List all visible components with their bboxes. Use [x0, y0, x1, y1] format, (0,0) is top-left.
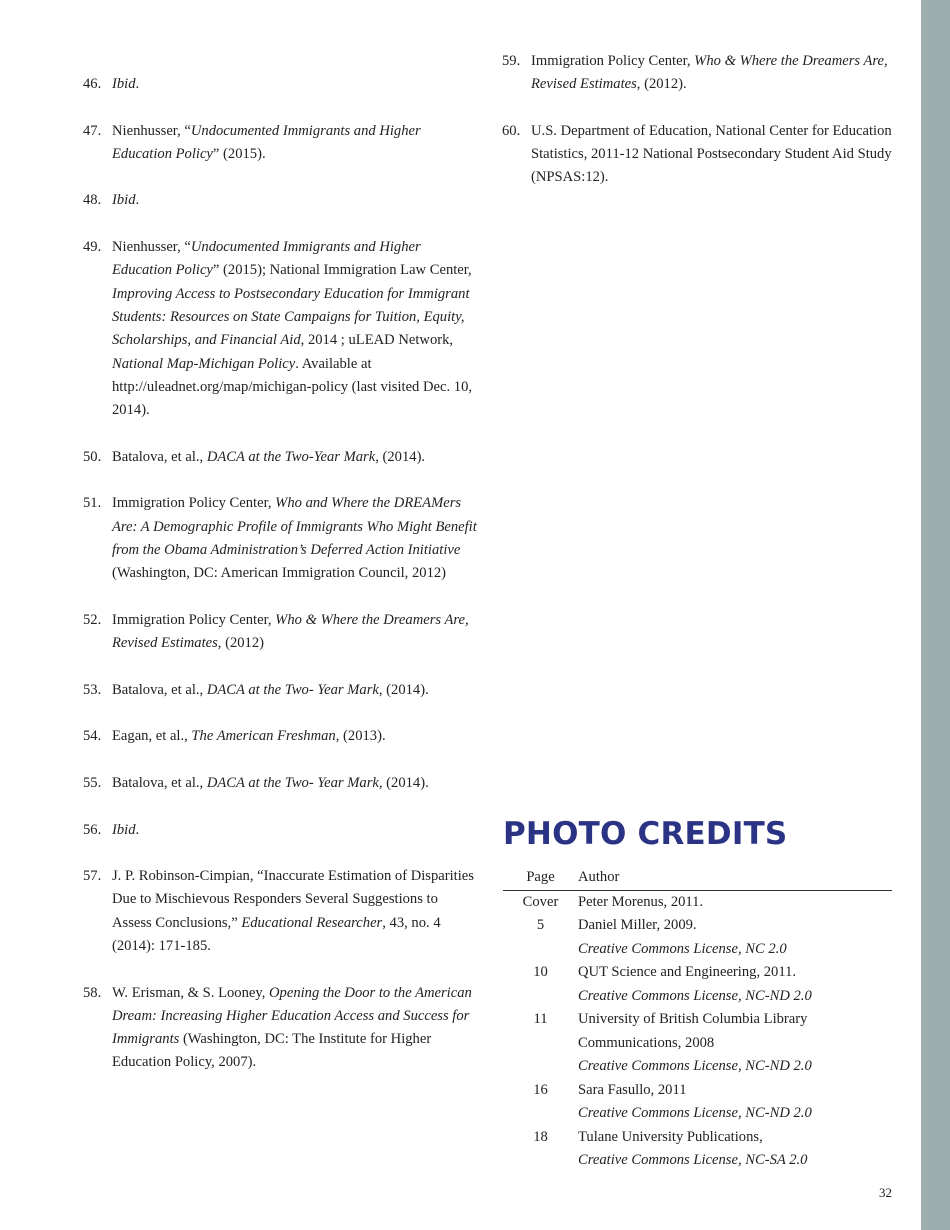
endnote-number: 47.	[83, 122, 102, 139]
credit-author: QUT Science and Engineering, 2011.	[578, 964, 797, 980]
credit-license: Creative Commons License, NC-ND 2.0	[578, 987, 812, 1004]
endnote-italic-segment: Educational Researcher	[241, 914, 383, 931]
credit-page: 16	[533, 1081, 548, 1098]
endnote-item	[83, 189, 478, 212]
endnote-italic-segment: Ibid	[112, 76, 136, 92]
endnote-segment: , (2014).	[375, 448, 426, 465]
endnote-item	[83, 236, 478, 422]
endnote-segment: , (2013).	[335, 728, 386, 745]
credit-page: 5	[536, 917, 545, 933]
endnote-text	[112, 189, 478, 212]
endnote-italic-segment: DACA at the Two- Year Mark	[206, 681, 379, 698]
endnote-segment: Eagan, et al.,	[112, 728, 192, 745]
endnote-text	[112, 982, 478, 1075]
endnote-segment: Nienhusser, “	[112, 122, 191, 139]
endnote-number: 52.	[83, 611, 102, 628]
endnote-segment: J. P. Robinson-Cimpian, “Inaccurate Estimation of Disparities Due to Mischievous Responders Several Suggestions to Assess Conclusions,”	[112, 868, 474, 931]
endnote-number: 56.	[83, 821, 102, 838]
photo-credit-row	[503, 961, 892, 1008]
endnote-segment: , (2012).	[636, 76, 687, 93]
endnote-italic-segment: Who & Where the Dreamers Are, Revised Estimates	[531, 53, 888, 93]
endnote-number: 60.	[502, 122, 521, 139]
endnote-segment: Nienhusser, “	[112, 239, 191, 256]
endnote-item	[502, 50, 897, 97]
photo-credit-row	[503, 914, 892, 961]
photo-credits-title: PHOTO CREDITS	[503, 816, 788, 852]
credit-author: University of British Columbia Library Communications, 2008	[578, 1011, 808, 1051]
endnote-text	[112, 725, 478, 748]
endnote-segment: Batalova, et al.,	[112, 448, 207, 465]
endnote-segment: .	[135, 192, 140, 209]
endnote-segment: U.S. Department of Education, National Center for Education Statistics, 2011-12 National Postsecondary Student Aid Study (NPSAS:12).	[531, 122, 892, 186]
endnote-text	[112, 865, 478, 958]
endnote-item	[83, 819, 478, 842]
endnote-item	[83, 772, 478, 795]
endnote-item	[83, 982, 478, 1075]
photo-credits-header-row	[503, 866, 892, 890]
endnote-item	[83, 446, 478, 469]
endnote-number: 46.	[83, 76, 102, 92]
photo-credit-row	[503, 1079, 892, 1126]
endnotes-left-column	[83, 73, 478, 1098]
endnote-item	[83, 120, 478, 167]
credit-page: 18	[533, 1128, 548, 1145]
photo-credit-row	[503, 890, 892, 914]
credit-license: Creative Commons License, NC-ND 2.0	[578, 1105, 812, 1121]
endnote-text	[112, 819, 478, 842]
credit-author: Daniel Miller, 2009.	[578, 917, 697, 933]
endnote-segment: Batalova, et al.,	[112, 774, 207, 791]
credit-author-cell	[578, 914, 892, 961]
endnote-number: 48.	[83, 192, 102, 209]
endnote-text	[112, 492, 478, 585]
endnote-number: 49.	[83, 239, 102, 256]
endnote-number: 55.	[83, 774, 102, 791]
endnote-segment: . Available at http://uleadnet.org/map/michigan-policy (last visited Dec. 10, 2014).	[112, 355, 473, 419]
endnote-segment: Batalova, et al.,	[112, 681, 207, 698]
endnote-number: 59.	[502, 53, 521, 69]
endnote-segment: (Washington, DC: The Institute for Higher Education Policy, 2007).	[112, 1031, 432, 1071]
credit-license: Creative Commons License, NC-ND 2.0	[578, 1058, 812, 1074]
endnote-italic-segment: Improving Access to Postsecondary Education for Immigrant Students: Resources on State Campaigns for Tuition, Equity, Scholarships, and Financial Aid	[112, 285, 470, 349]
endnote-text	[112, 609, 478, 656]
endnote-segment: Immigration Policy Center,	[531, 53, 695, 69]
endnote-italic-segment: Ibid	[112, 821, 136, 838]
endnote-segment: .	[135, 821, 140, 838]
endnote-italic-segment: Undocumented Immigrants and Higher Education Policy	[112, 239, 421, 279]
endnote-italic-segment: Who & Where the Dreamers Are, Revised Estimates	[112, 611, 469, 652]
credit-license: Creative Commons License, NC 2.0	[578, 940, 787, 957]
page-number: 32	[879, 1185, 892, 1200]
endnote-segment: , 2014 ; uLEAD Network,	[300, 332, 454, 349]
photo-credit-row	[503, 1126, 892, 1173]
endnote-segment: , (2014).	[378, 774, 429, 791]
endnote-segment: (Washington, DC: American Immigration Council, 2012)	[112, 565, 447, 582]
endnote-number: 57.	[83, 868, 102, 885]
credit-page: 11	[533, 1011, 548, 1027]
endnote-item	[83, 609, 478, 656]
endnote-segment: W. Erisman, & S. Looney,	[112, 984, 270, 1001]
side-bar	[921, 0, 950, 1230]
photo-credits-table	[503, 866, 892, 1173]
endnote-segment: , (2012)	[217, 635, 264, 652]
endnote-italic-segment: DACA at the Two- Year Mark	[206, 774, 379, 791]
endnote-item	[83, 725, 478, 748]
endnote-segment: , 43, no. 4 (2014): 171-185.	[112, 914, 441, 954]
endnote-number: 58.	[83, 984, 102, 1001]
endnote-italic-segment: DACA at the Two-Year Mark	[206, 448, 376, 465]
endnote-number: 54.	[83, 728, 102, 745]
endnote-text	[112, 679, 478, 702]
endnote-segment: ” (2015).	[212, 145, 266, 162]
endnotes-right-column	[502, 50, 897, 213]
credit-author-cell	[578, 961, 892, 1008]
endnote-italic-segment: National Map-Michigan Policy	[112, 355, 296, 372]
endnote-item	[83, 679, 478, 702]
endnote-number: 51.	[83, 495, 102, 512]
credit-page: Cover	[522, 893, 559, 910]
photo-credits-body	[503, 890, 892, 1173]
endnote-italic-segment: Undocumented Immigrants and Higher Education Policy	[112, 122, 421, 162]
endnote-text	[112, 772, 478, 795]
endnote-italic-segment: Opening the Door to the American Dream: Increasing Higher Education Access and Success for Immigrants	[112, 984, 472, 1048]
endnote-text	[112, 73, 478, 96]
endnote-number: 53.	[83, 681, 102, 698]
photo-credit-row	[503, 1008, 892, 1079]
endnote-text	[531, 120, 897, 190]
credit-author-cell	[578, 890, 892, 914]
endnote-segment: Immigration Policy Center,	[112, 495, 276, 512]
endnote-text	[112, 446, 478, 469]
endnote-item	[83, 73, 478, 96]
credit-author: Tulane University Publications,	[578, 1128, 763, 1145]
endnote-italic-segment: Ibid	[112, 192, 136, 209]
endnote-item	[83, 865, 478, 958]
endnote-text	[112, 120, 478, 167]
credit-page: 10	[533, 964, 548, 980]
endnote-italic-segment: The American Freshman	[191, 728, 336, 745]
endnote-item	[502, 120, 897, 190]
credit-author: Sara Fasullo, 2011	[578, 1081, 687, 1098]
endnote-segment: ” (2015); National Immigration Law Center,	[212, 262, 472, 279]
endnote-segment: Immigration Policy Center,	[112, 611, 276, 628]
endnote-number: 50.	[83, 448, 102, 465]
endnote-item	[83, 492, 478, 585]
credit-author-cell	[578, 1079, 892, 1126]
credit-license: Creative Commons License, NC-SA 2.0	[578, 1152, 808, 1168]
credit-author-cell	[578, 1126, 892, 1173]
column-header-author: Author	[578, 866, 892, 890]
endnote-text	[531, 50, 897, 97]
column-header-page: Page	[503, 866, 578, 890]
endnote-italic-segment: Who and Where the DREAMers Are: A Demographic Profile of Immigrants Who Might Benefit from the Obama Administration’s Deferred Action Initiative	[112, 495, 477, 558]
endnote-text	[112, 236, 478, 422]
endnote-segment: .	[135, 76, 140, 92]
endnote-segment: , (2014).	[378, 681, 429, 698]
credit-author: Peter Morenus, 2011.	[578, 893, 704, 910]
credit-author-cell	[578, 1008, 892, 1079]
